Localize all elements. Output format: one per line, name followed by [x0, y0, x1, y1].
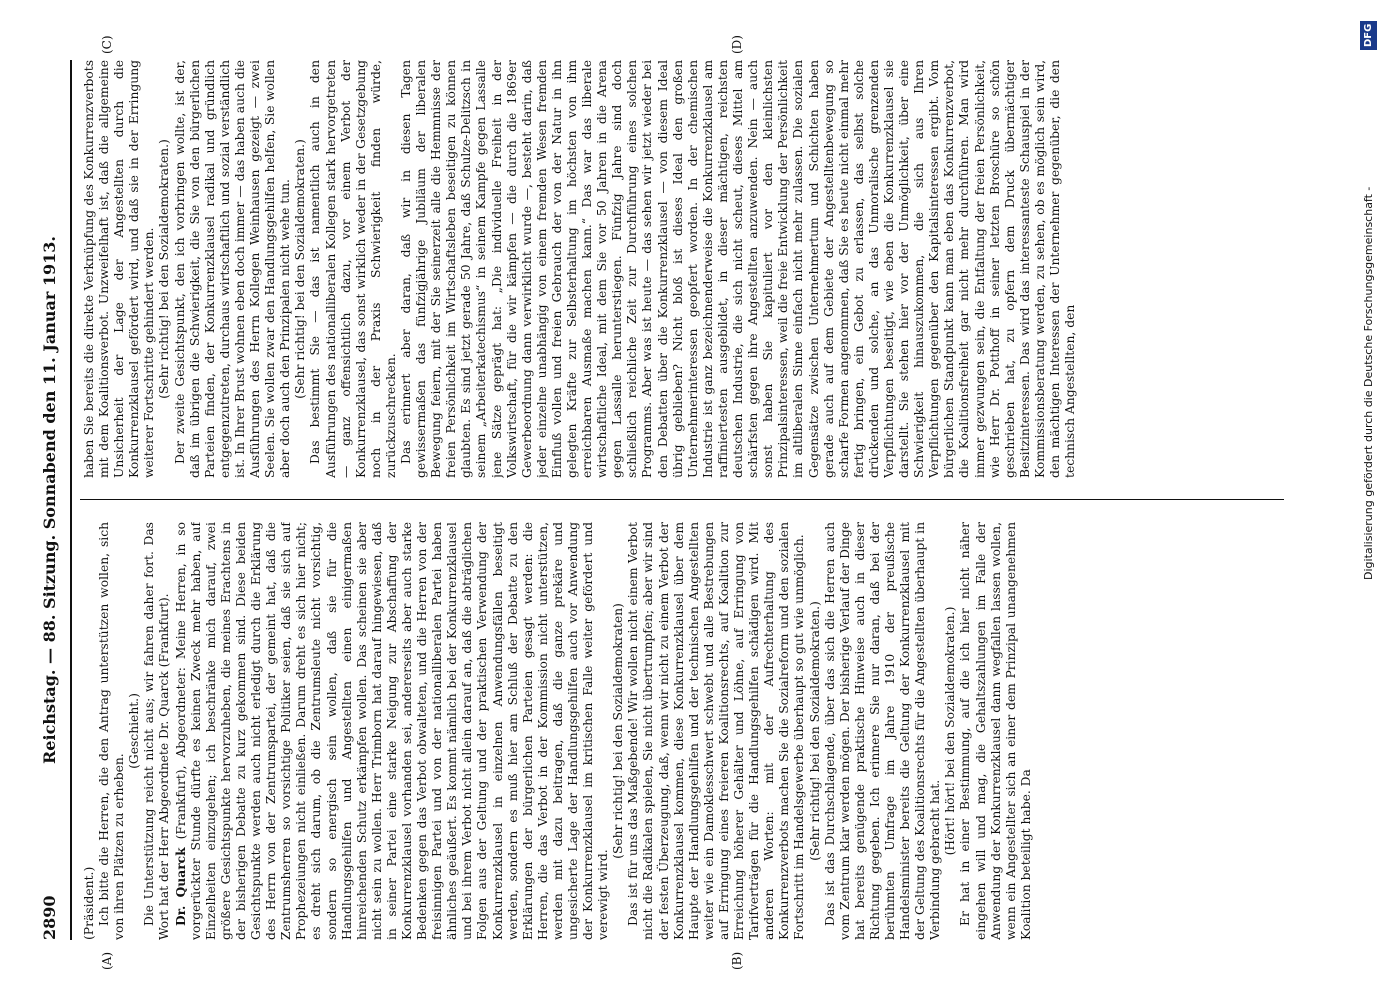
digitization-credit-text: Digitalisierung gefördert durch die Deutsche Forschungsgemeinschaft - [1362, 186, 1375, 580]
stage-direction: (Sehr richtig! bei den Sozialdemokraten.) [293, 139, 308, 399]
speech-paragraph [173, 522, 612, 940]
paragraph: Der zweite Gesichtspunkt, den ich vorbringen wollte, ist der, daß im übrigen die Schwierigkeit, die Sie von den bürgerlichen Parteien finden, der Konkurrenzklausel radikal und gründlich entgegenzutreten, durchaus wirtschaftlich und sozial verständlich ist. In Ihrer Brust wohnen eben doch immer — das haben auch die Ausführungen des Herrn Kollegen Weinhausen gezeigt — zwei Seelen. Sie wollen zwar den Handlungsgehilfen helfen, Sie wollen aber doch auch den Prinzipalen nicht wehe tun. [172, 60, 293, 478]
paragraph: Ich bitte die Herren, die den Antrag unterstützen wollen, sich von ihren Plätzen zu erheben. [97, 522, 127, 940]
stage-direction: (Sehr richtig! bei den Sozialdemokraten) [611, 603, 626, 859]
page-header [40, 60, 66, 940]
text-column-right [82, 60, 1282, 478]
stage-direction: (Sehr richtig! bei den Sozialdemokraten.) [157, 139, 172, 399]
speaker-label: (Präsident.) [82, 866, 96, 940]
paragraph: Das erinnert aber daran, daß wir in diesen Tagen gewissermaßen das fünfzigjährige Jubiläum der liberalen Bewegung feiern, mit der Sie seinerzeit alle die Hemmnisse der freien Persönlichkeit im Wirtschaftsleben beseitigen zu können glaubten. Es sind jetzt gerade 50 Jahre, daß Schulze-Delitzsch in seinem „Arbeiterkatechismus“ in seinem Kampfe gegen Lassalle jene Sätze geprägt hat: „Die individuelle Freiheit in der Volkswirtschaft, für die wir kämpfen — die durch die 1869er Gewerbeordnung dann verwirklicht wurde —, besteht darin, daß jeder einzelne unabhängig von einem fremden Wesen fremden Einfluß vollen und freien Gebrauch der von der Natur in ihn gelegten Kräfte zur Selbsterhaltung im höchsten von ihm erreichbaren Ausmaße machen kann.“ Das war das liberale wirtschaftliche Ideal, mit dem Sie vor 50 Jahren in die Arena gegen Lassalle herunterstiegen. Fünfzig Jahre sind doch schließlich reichliche Zeit zur Durchführung eines solchen Programms. Aber was ist heute — das sehen wir jetzt wieder bei den Debatten über die Konkurrenzklausel — von diesem Ideal übrig geblieben? Nicht bloß ist dieses Ideal den großen Unternehmerinteressen geopfert worden. In der chemischen Industrie ist ganz bezeichnenderweise die Konkurrenzklausel am raffiniertesten ausgebildet, in dieser mächtigen, reichsten deutschen Industrie, die sich nicht scheut, dieses Mittel am schärfsten gegen ihre Angestellten anzuwenden. Nein — auch sonst haben Sie kapituliert vor den kleinlichsten Prinzipalsinteressen, weil die freie Entwicklung der Persönlichkeit im altliberalen Sinne einfach nicht mehr zulassen. Die sozialen Gegensätze zwischen Unternehmertum und Schichten haben gerade auch auf dem Gebiete der Angestelltenbewegung so scharfe Formen angenommen, daß Sie es heute nicht einmal mehr fertig bringen, ein Gebot zu erlassen, das selbst solche drückenden und solche, an das Unmoralische grenzenden Verpflichtungen beseitigt, wie eben die Konkurrenzklausel sie darstellt. Sie stehen hier vor der Unmöglichkeit, über eine Schwierigkeit hinauszukommen, die sich aus Ihren Verpflichtungen gegenüber den Kapitalsinteressen ergibt. Vom bürgerlichen Standpunkt kann man eben das Konkurrenzverbot, die Koalitionsfreiheit gar nicht mehr durchführen. Man wird immer gezwungen sein, die Entfaltung der freien Persönlichkeit, wie Herr Dr. Potthoff in seiner letzten Broschüre so schön geschrieben hat, zu opfern dem Druck übermächtiger Besitzinteressen. Das wird das interessanteste Schauspiel in der Kommissionsberatung werden, zu sehen, ob es möglich sein wird, den mächtigen Interessen der Unternehmer gegenüber, die den technisch Angestellten, den [398, 60, 1078, 478]
paragraph: Das ist das Durchschlagende, über das sich die Herren auch vom Zentrum klar werden mögen. Der bisherige Verlauf der Dinge hat bereits genügende praktische Hinweise auch in dieser Richtung gegeben. Ich erinnere Sie nur daran, daß bei der berühmten Umfrage im Jahre 1910 der preußische Handelsminister bereits die Geltung der Konkurrenzklausel mit der Geltung des Koalitionsrechts für die Angestellten überhaupt in Verbindung gebracht hat. [822, 522, 943, 940]
paragraph: Die Unterstützung reicht nicht aus; wir fahren daher fort. Das Wort hat der Herr Abgeordnete Dr. Quarck (Frankfurt). [142, 522, 172, 940]
digitization-credit [1354, 0, 1383, 1000]
margin-marker-a: (A) [100, 951, 114, 970]
stage-direction: (Geschieht.) [127, 693, 142, 769]
paragraph: Er hat in einer Bestimmung, auf die ich hier nicht näher eingehen will und mag, die Gehaltszahlungen im Falle der Anwendung der Konkurrenzklausel dann wegfallen lassen wollen, wenn ein Angestellter sich an einer dem Prinzipal unangenehmen Koalition beteiligt habe. Da [958, 522, 1033, 940]
speech-text: (Frankfurt), Abgeordneter: Meine Herren, in so vorgerückter Stunde dürfte es keinen Zweck mehr haben, auf Einzelheiten einzugehen; ich beschränke mich darauf, zwei größere Gesichtspunkte hervorzuheben, die meines Erachtens in der bisherigen Debatte zu kurz gekommen sind. Diese beiden Gesichtspunkte werden auch nicht erledigt durch die Erklärung des Herrn von der Zentrumspartei, der gemeint hat, daß die Zentrumsherren so vorsichtige Politiker seien, daß sie sich auf Prophezeiungen nicht einließen. Darum dreht es sich hier nicht; es dreht sich darum, ob die Zentrumsleute nicht vorsichtig, sondern so energisch sein wollen, daß sie für die Handlungsgehilfen und Angestellten einen einigermaßen hinreichenden Schutz erkämpfen wollen. Das scheinen sie aber nicht sein zu wollen. Herr Trimborn hat darauf hingewiesen, daß in seiner Partei eine starke Neigung zur Abschaffung der Konkurrenzklausel vorhanden sei, andererseits aber auch starke Bedenken gegen das Verbot obwalteten, und die Herren von der freisinnigen Partei und von der nationalliberalen Partei haben ähnliches geäußert. Es kommt nämlich bei der Konkurrenzklausel und bei ihrem Verbot nicht allein darauf an, daß die abträglichen Folgen aus der Geltung und der praktischen Verwendung der Konkurrenzklausel in einzelnen Anwendungsfällen beseitigt werden, sondern es muß hier am Schluß der Debatte zu den Erklärungen der bürgerlichen Parteien gesagt werden: die Herren, die das Verbot in der Kommission nicht unterstützen, werden mit dazu beitragen, daß die ganze prekäre und ungesicherte Lage der Handlungsgehilfen auch vor Anwendung der Konkurrenzklausel im kritischen Falle weiter gefördert und verewigt wird. [173, 522, 611, 940]
paragraph: haben Sie bereits die direkte Verknüpfung des Konkurrenzverbots mit dem Koalitionsverbot. Unzweifelhaft ist, daß die allgemeine Unsicherheit der Lage der Angestellten durch die Konkurrenzklausel gefördert wird, und daß sie in der Erringung weiterer Fortschritte gehindert werden. [82, 60, 157, 478]
stage-direction: (Hört! hört! bei den Sozialdemokraten.) [943, 606, 958, 856]
paragraph: Das ist für uns das Maßgebende! Wir wollen nicht einem Verbot nicht die Radikalen spielen, Sie nicht übertrumpfen; aber wir sind der festen Überzeugung, daß, wenn wir nicht zu einem Verbot der Konkurrenzklausel kommen, diese Konkurrenzklausel über dem Haupte der Handlungsgehilfen und der technischen Angestellten weiter wie ein Damoklesschwert schwebt und alle Bestrebungen auf Erringung eines freieren Koalitionsrechts, auf Koalition zur Erreichung höherer Gehälter und Löhne, auf Erringung von Tarifverträgen für die Handlungsgehilfen schädigen wird. Mit anderen Worten: mit der Aufrechterhaltung des Konkurrenzverbots machen Sie die Sozialreform und den sozialen Fortschritt im Handelsgewerbe überhaupt so gut wie unmöglich. [626, 522, 807, 940]
stage-direction: (Sehr richtig! bei den Sozialdemokraten.) [807, 601, 822, 861]
margin-marker-c: (C) [100, 35, 114, 54]
header-rule [70, 60, 72, 940]
column-divider [80, 499, 1284, 500]
dfg-logo: DFG [1360, 21, 1377, 50]
page-number: 2890 [40, 895, 59, 940]
page-header-title: Reichstag. — 88. Sitzung. Sonnabend den 11. Januar 1913. [40, 236, 59, 764]
text-column-left [82, 522, 1282, 940]
paragraph: Das bestimmt Sie — das ist namentlich auch in den Ausführungen des nationalliberalen Kollegen stark hervorgetreten — ganz offensichtlich dazu, vor einem Verbot der Konkurrenzklausel, das sonst wirklich weder in der Gesetzgebung noch in der Praxis Schwierigkeit finden würde, zurückzuschrecken. [308, 60, 398, 478]
margin-marker-d: (D) [730, 35, 744, 54]
digitization-credit-inner [1354, 0, 1383, 1000]
margin-marker-b: (B) [730, 951, 744, 970]
speaker-name: Dr. Quarck [172, 847, 188, 926]
